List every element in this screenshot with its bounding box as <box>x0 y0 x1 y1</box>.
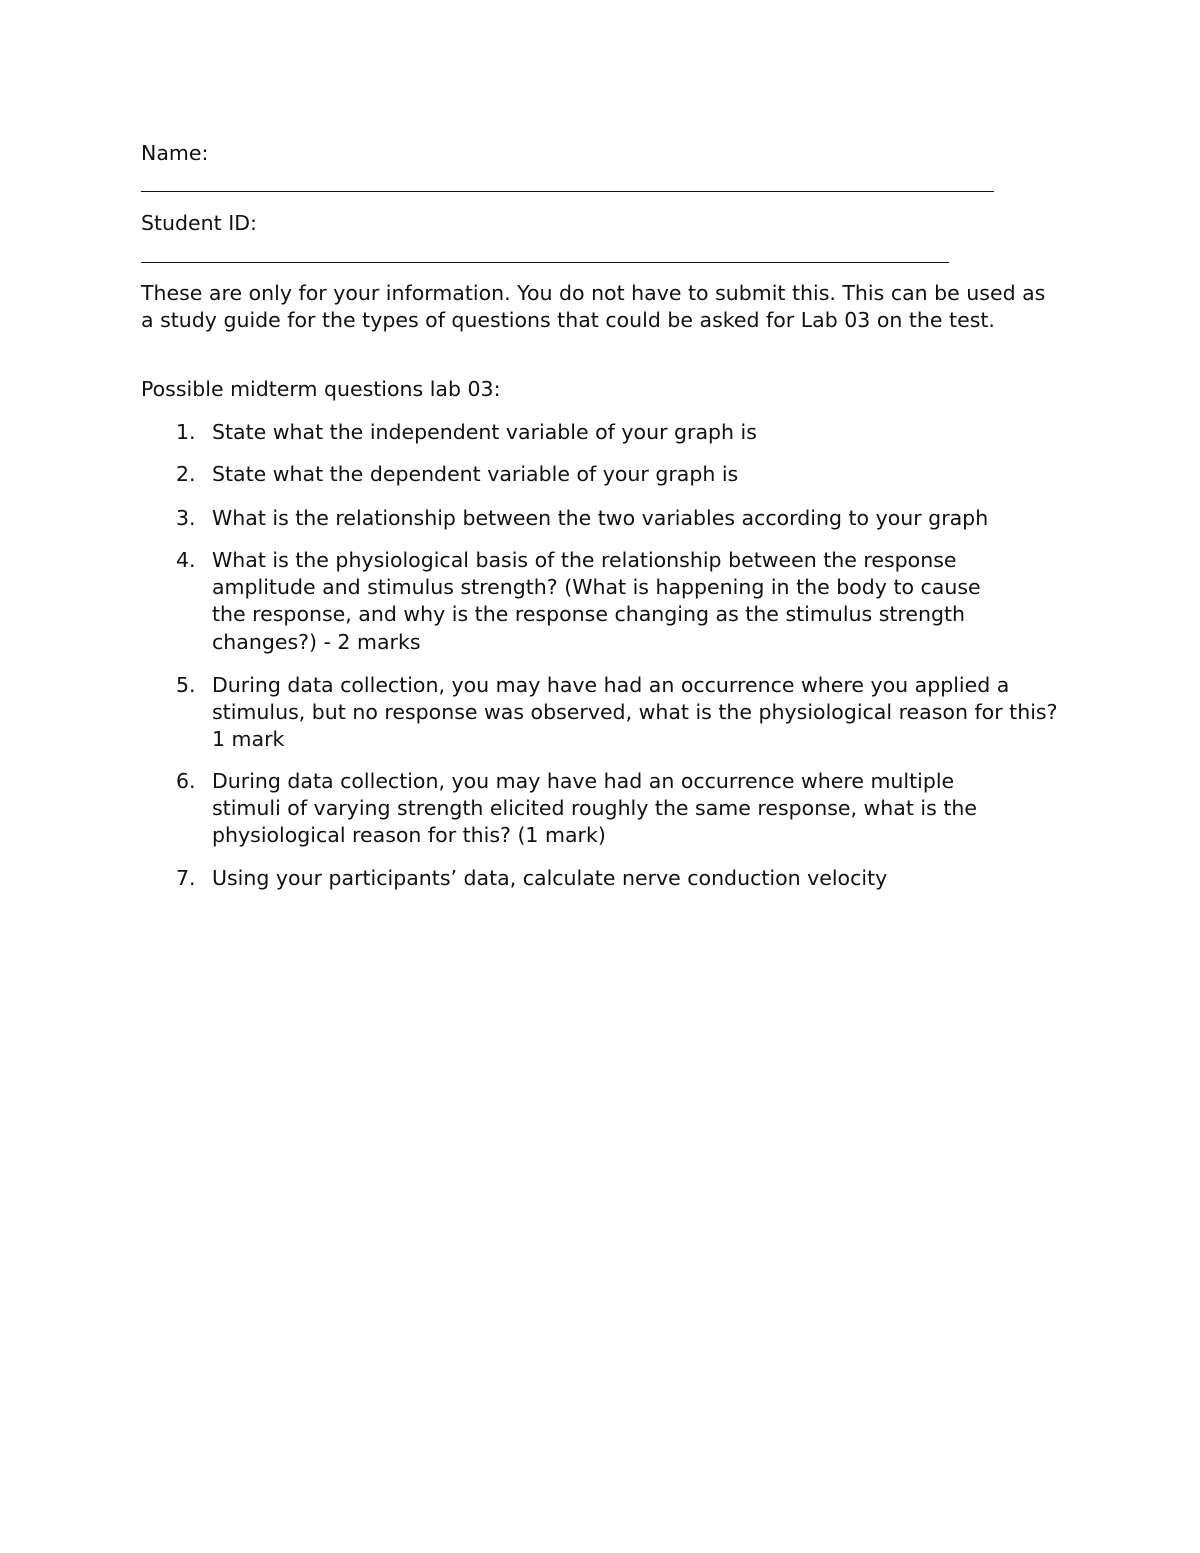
question-number: 1. <box>176 420 196 444</box>
question-text: State what the independent variable of your graph is <box>212 420 757 444</box>
student-id-label: Student ID: <box>141 211 257 235</box>
question-text: What is the physiological basis of the relationship between the response amplitude and stimulus strength? (What is happening in the body to cause the response, and why is the response changing as the stimulus strength changes?) - 2 marks <box>212 548 981 654</box>
question-number: 5. <box>176 673 196 697</box>
question-text: Using your participants’ data, calculate nerve conduction velocity <box>212 866 888 890</box>
question-number: 4. <box>176 548 196 572</box>
question-number: 2. <box>176 462 196 486</box>
question-text: During data collection, you may have had an occurrence where you applied a stimulus, but no response was observed, what is the physiological reason for this? 1 mark <box>212 673 1058 752</box>
student-id-underline <box>141 262 949 263</box>
intro-paragraph: These are only for your information. You do not have to submit this. This can be used as a study guide for the types of questions that could be asked for Lab 03 on the test. <box>141 281 1046 333</box>
question-number: 7. <box>176 866 196 890</box>
question-number: 6. <box>176 769 196 793</box>
questions-heading: Possible midterm questions lab 03: <box>141 377 501 401</box>
question-number: 3. <box>176 506 196 530</box>
name-label: Name: <box>141 141 209 165</box>
name-underline <box>141 191 994 192</box>
question-text: During data collection, you may have had an occurrence where multiple stimuli of varying strength elicited roughly the same response, what is the physiological reason for this? (1 mark) <box>212 769 977 848</box>
question-text: What is the relationship between the two variables according to your graph <box>212 506 989 530</box>
question-text: State what the dependent variable of your graph is <box>212 462 739 486</box>
